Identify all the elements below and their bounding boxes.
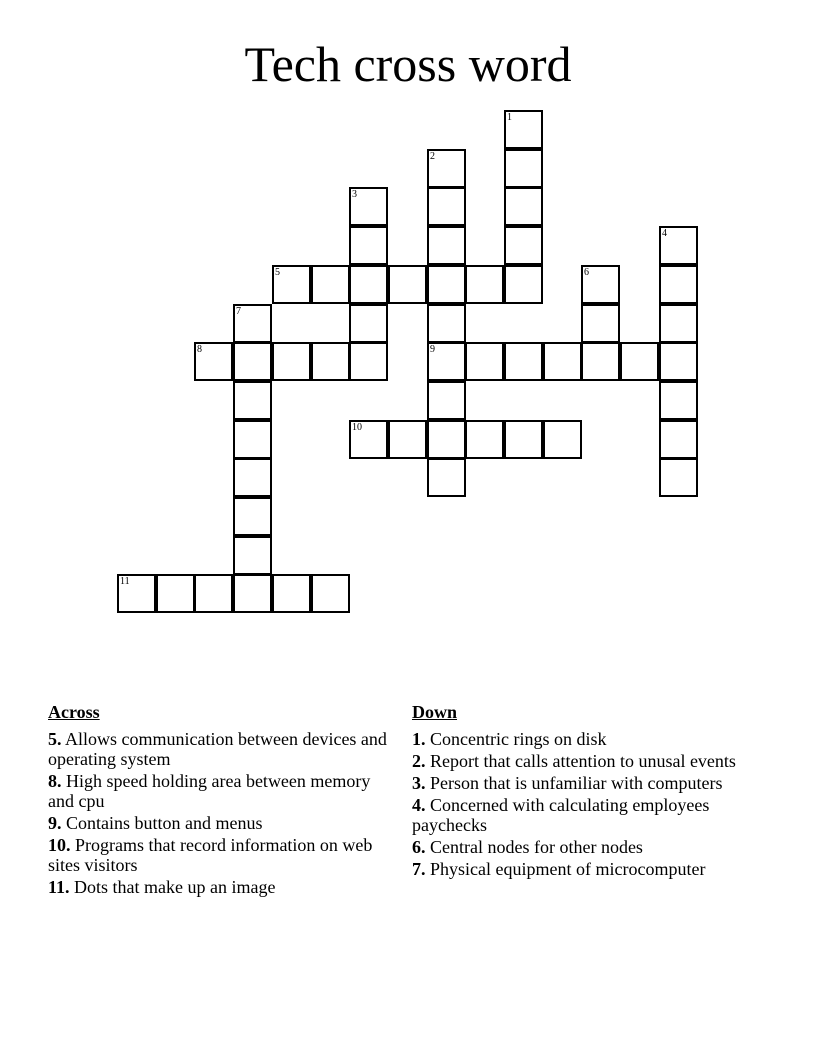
grid-cell[interactable]	[659, 381, 698, 420]
down-clues	[412, 702, 762, 881]
cell-number: 11	[120, 576, 130, 587]
grid-cell[interactable]	[388, 420, 427, 459]
grid-cell[interactable]	[504, 149, 543, 188]
grid-cell[interactable]	[233, 497, 272, 536]
clue-text: Contains button and menus	[66, 813, 263, 833]
clue-across-5	[48, 729, 398, 769]
grid-cell[interactable]	[233, 342, 272, 381]
clue-number: 11.	[48, 877, 70, 897]
grid-cell[interactable]	[427, 226, 466, 265]
grid-cell[interactable]	[581, 304, 620, 343]
clue-down-3	[412, 773, 762, 793]
clue-number: 3.	[412, 773, 426, 793]
grid-cell[interactable]	[659, 458, 698, 497]
clue-number: 8.	[48, 771, 62, 791]
grid-cell[interactable]	[581, 265, 620, 304]
grid-cell[interactable]	[349, 265, 388, 304]
grid-cell[interactable]	[543, 420, 582, 459]
cell-number: 5	[275, 267, 280, 278]
across-heading: Across	[48, 702, 100, 722]
grid-cell[interactable]	[543, 342, 582, 381]
clue-number: 1.	[412, 729, 426, 749]
grid-cell[interactable]	[349, 342, 388, 381]
cell-number: 9	[430, 344, 435, 355]
clue-number: 9.	[48, 813, 62, 833]
grid-cell[interactable]	[427, 149, 466, 188]
grid-cell[interactable]	[272, 342, 311, 381]
cell-number: 2	[430, 151, 435, 162]
grid-cell[interactable]	[504, 265, 543, 304]
grid-cell[interactable]	[504, 342, 543, 381]
grid-cell[interactable]	[156, 574, 195, 613]
clue-text: Report that calls attention to unusal events	[430, 751, 736, 771]
grid-cell[interactable]	[311, 574, 350, 613]
grid-cell[interactable]	[427, 265, 466, 304]
page-title: Tech cross word	[244, 36, 572, 92]
grid-cell[interactable]	[659, 420, 698, 459]
grid-cell[interactable]	[388, 265, 427, 304]
grid-cell[interactable]	[427, 458, 466, 497]
grid-cell[interactable]	[427, 381, 466, 420]
grid-cell[interactable]	[233, 574, 272, 613]
clue-text: Concentric rings on disk	[430, 729, 607, 749]
clue-text: High speed holding area between memory and cpu	[48, 771, 371, 811]
grid-cell[interactable]	[427, 187, 466, 226]
clue-text: Physical equipment of microcomputer	[430, 859, 706, 879]
grid-cell[interactable]	[272, 574, 311, 613]
grid-cell[interactable]	[117, 574, 156, 613]
grid-cell[interactable]	[349, 187, 388, 226]
grid-cell[interactable]	[233, 536, 272, 575]
grid-cell[interactable]	[194, 342, 233, 381]
grid-cell[interactable]	[659, 226, 698, 265]
clue-text: Dots that make up an image	[74, 877, 276, 897]
grid-cell[interactable]	[272, 265, 311, 304]
grid-cell[interactable]	[233, 381, 272, 420]
clue-number: 10.	[48, 835, 71, 855]
clue-text: Allows communication between devices and operating system	[48, 729, 387, 769]
grid-cell[interactable]	[233, 304, 272, 343]
clue-across-10	[48, 835, 398, 875]
grid-cell[interactable]	[659, 265, 698, 304]
grid-cell[interactable]	[659, 342, 698, 381]
cell-number: 10	[352, 422, 362, 433]
grid-cell[interactable]	[349, 420, 388, 459]
grid-cell[interactable]	[504, 110, 543, 149]
cell-number: 7	[236, 306, 241, 317]
grid-cell[interactable]	[465, 420, 504, 459]
clue-down-4	[412, 795, 762, 835]
grid-cell[interactable]	[427, 420, 466, 459]
grid-cell[interactable]	[194, 574, 233, 613]
clue-down-6	[412, 837, 762, 857]
clue-down-2	[412, 751, 762, 771]
grid-cell[interactable]	[465, 342, 504, 381]
grid-cell[interactable]	[311, 342, 350, 381]
grid-cell[interactable]	[659, 304, 698, 343]
clue-text: Concerned with calculating employees paychecks	[412, 795, 710, 835]
grid-cell[interactable]	[465, 265, 504, 304]
grid-cell[interactable]	[349, 304, 388, 343]
clue-across-11	[48, 877, 398, 897]
clue-number: 7.	[412, 859, 426, 879]
clue-across-9	[48, 813, 398, 833]
grid-cell[interactable]	[504, 226, 543, 265]
clue-number: 4.	[412, 795, 426, 815]
cell-number: 3	[352, 189, 357, 200]
grid-cell[interactable]	[504, 420, 543, 459]
down-heading: Down	[412, 702, 458, 722]
cell-number: 1	[507, 112, 512, 123]
cell-number: 6	[584, 267, 589, 278]
grid-cell[interactable]	[427, 304, 466, 343]
cell-number: 8	[197, 344, 202, 355]
clue-number: 5.	[48, 729, 62, 749]
across-clues	[48, 702, 398, 899]
grid-cell[interactable]	[233, 420, 272, 459]
grid-cell[interactable]	[427, 342, 466, 381]
clue-down-7	[412, 859, 762, 879]
clue-text: Programs that record information on web sites visitors	[48, 835, 373, 875]
grid-cell[interactable]	[233, 458, 272, 497]
grid-cell[interactable]	[504, 187, 543, 226]
grid-cell[interactable]	[349, 226, 388, 265]
clue-number: 6.	[412, 837, 426, 857]
clue-number: 2.	[412, 751, 426, 771]
clue-across-8	[48, 771, 398, 811]
grid-cell[interactable]	[620, 342, 659, 381]
clue-text: Person that is unfamiliar with computers	[430, 773, 723, 793]
cell-number: 4	[662, 228, 667, 239]
grid-cell[interactable]	[581, 342, 620, 381]
clue-text: Central nodes for other nodes	[430, 837, 643, 857]
grid-cell[interactable]	[311, 265, 350, 304]
clue-down-1	[412, 729, 762, 749]
